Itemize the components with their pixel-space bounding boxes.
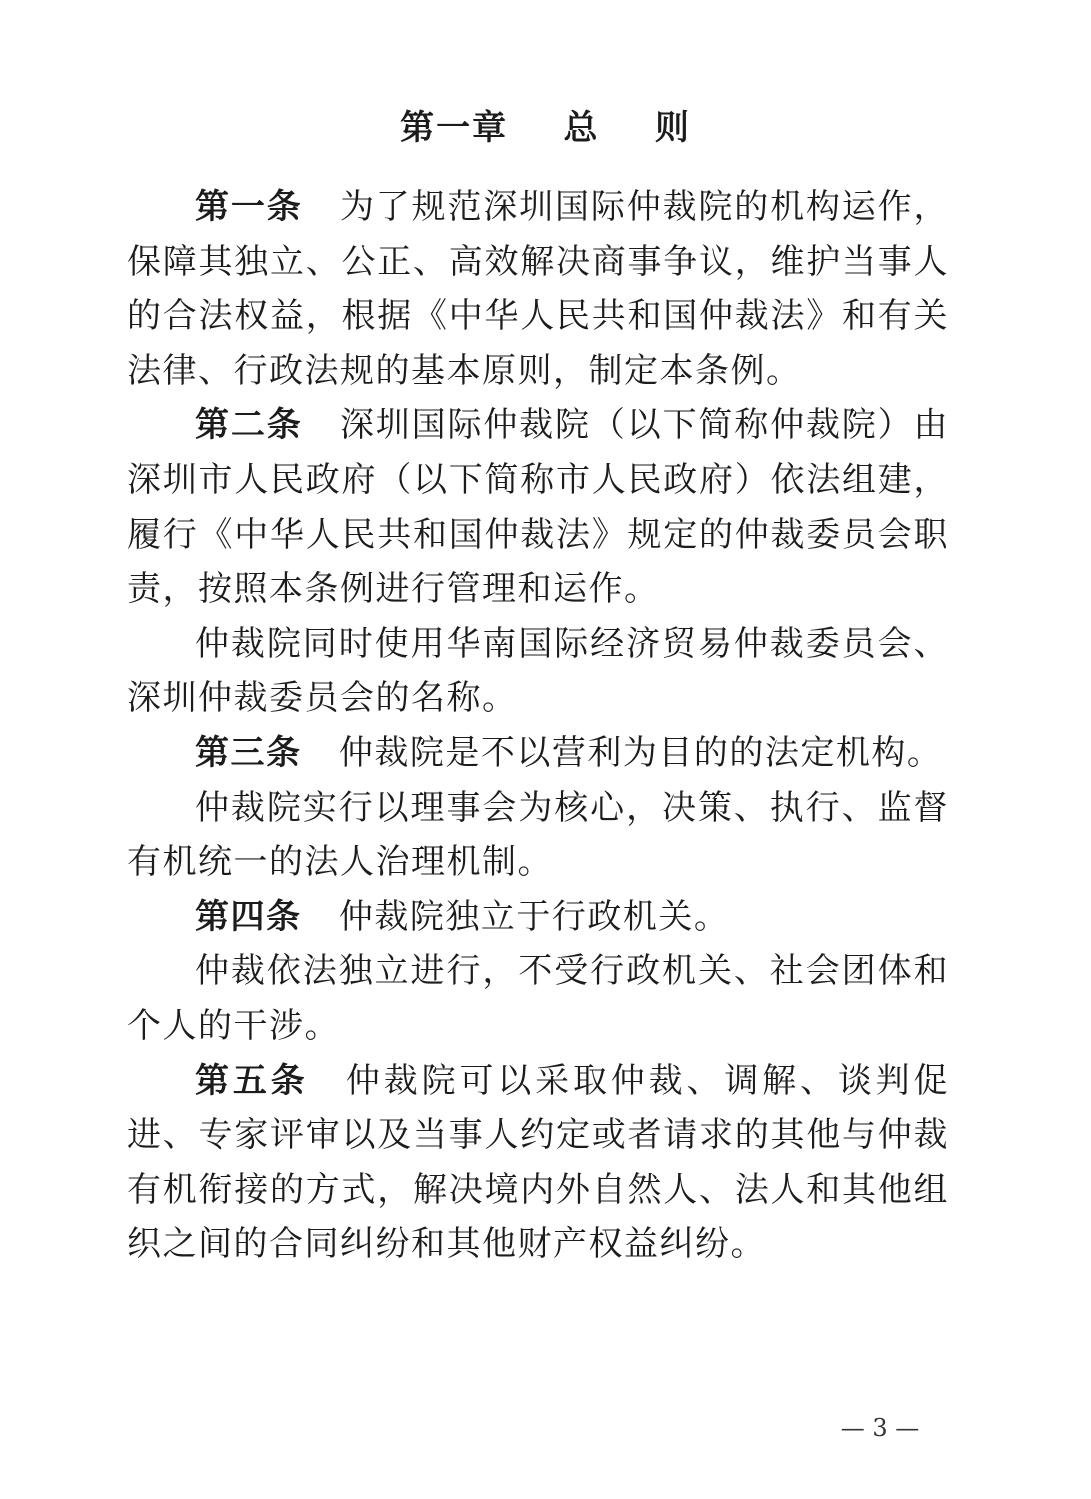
paragraph-text: 仲裁依法独立进行，不受行政机关、社会团体和个人的干涉。 bbox=[127, 951, 949, 1046]
paragraph-article-3-sub bbox=[127, 781, 949, 890]
article-label: 第二条 bbox=[195, 405, 303, 446]
paragraph-article-1 bbox=[127, 180, 949, 398]
paragraph-article-4 bbox=[127, 890, 949, 945]
paragraph-text: 仲裁院可以采取仲裁、调解、谈判促进、专家评审以及当事人约定或者请求的其他与仲裁有机衔接的方式，解决境内外自然人、法人和其他组织之间的合同纠纷和其他财产权益纠纷。 bbox=[127, 1060, 950, 1265]
article-label: 第三条 bbox=[195, 732, 302, 773]
paragraph-text: 仲裁院独立于行政机关。 bbox=[338, 896, 730, 937]
paragraph-text: 深圳国际仲裁院（以下简称仲裁院）由深圳市人民政府（以下简称市人民政府）依法组建，履行《中华人民共和国仲裁法》规定的仲裁委员会职责，按照本条例进行管理和运作。 bbox=[127, 405, 950, 610]
paragraph-text: 为了规范深圳国际仲裁院的机构运作，保障其独立、公正、高效解决商事争议，维护当事人的合法权益，根据《中华人民共和国仲裁法》和有关法律、行政法规的基本原则，制定本条例。 bbox=[127, 187, 950, 391]
body-text bbox=[127, 180, 949, 1272]
article-label: 第一条 bbox=[195, 187, 303, 227]
page-number: — 3 — bbox=[840, 1414, 920, 1442]
paragraph-article-2 bbox=[127, 398, 949, 616]
paragraph-article-3 bbox=[127, 726, 949, 781]
paragraph-text: 仲裁院同时使用华南国际经济贸易仲裁委员会、深圳仲裁委员会的名称。 bbox=[127, 623, 949, 719]
paragraph-article-2-sub bbox=[127, 617, 949, 726]
paragraph-article-5 bbox=[127, 1054, 949, 1272]
article-label: 第五条 bbox=[195, 1060, 309, 1101]
paragraph-text: 仲裁院实行以理事会为核心，决策、执行、监督有机统一的法人治理机制。 bbox=[127, 787, 949, 883]
chapter-title: 第一章 总 则 bbox=[400, 108, 691, 148]
paragraph-article-4-sub bbox=[127, 944, 949, 1053]
article-label: 第四条 bbox=[195, 896, 302, 937]
paragraph-text: 仲裁院是不以营利为目的的法定机构。 bbox=[338, 732, 943, 773]
